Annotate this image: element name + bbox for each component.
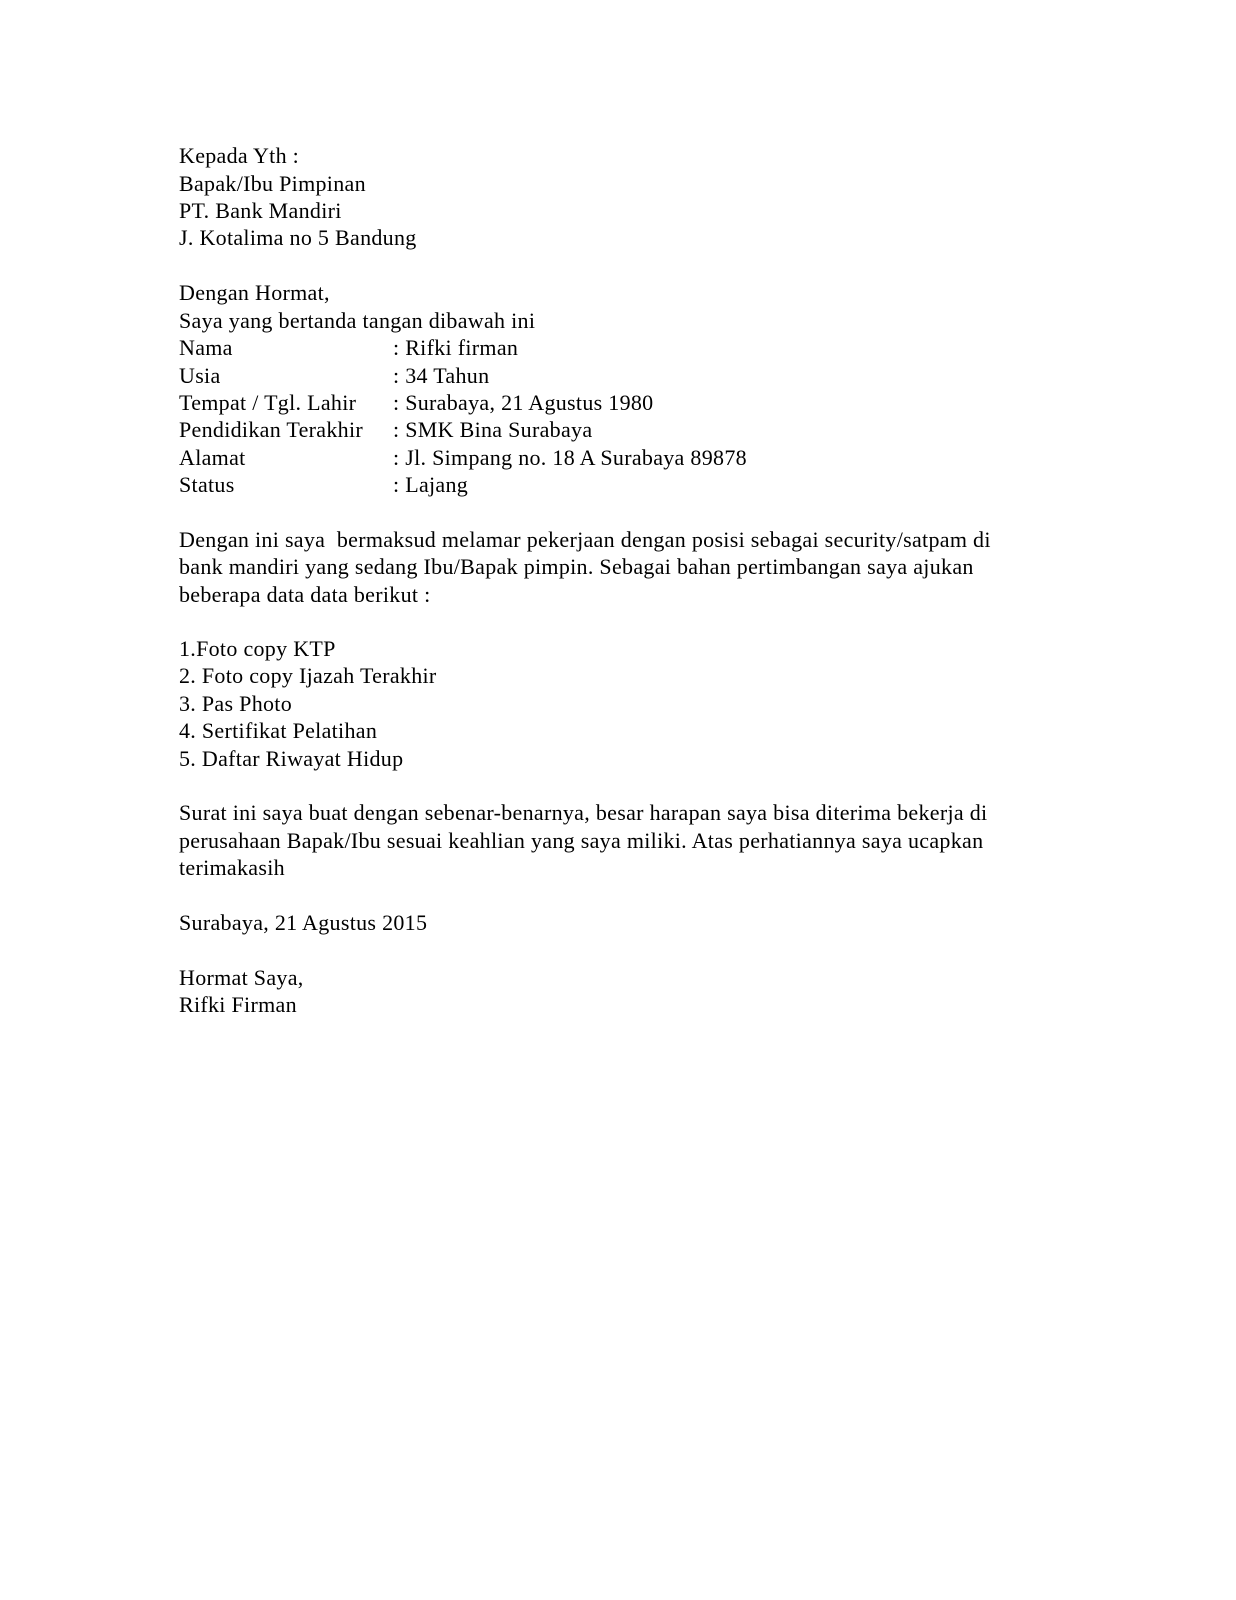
closing-line: terimakasih — [179, 855, 285, 880]
detail-label: Tempat / Tgl. Lahir — [179, 390, 357, 415]
detail-label: Alamat — [179, 445, 246, 470]
detail-label: Pendidikan Terakhir — [179, 417, 363, 442]
detail-value: : Jl. Simpang no. 18 A Surabaya 89878 — [393, 445, 747, 470]
detail-value: : Surabaya, 21 Agustus 1980 — [393, 390, 654, 415]
place-date: Surabaya, 21 Agustus 2015 — [179, 910, 428, 935]
detail-value: : Lajang — [393, 472, 469, 497]
list-item: 2. Foto copy Ijazah Terakhir — [179, 663, 437, 688]
recipient-line-2: PT. Bank Mandiri — [179, 198, 342, 223]
salutation: Dengan Hormat, — [179, 280, 330, 305]
detail-value: : SMK Bina Surabaya — [393, 417, 593, 442]
list-item: 4. Sertifikat Pelatihan — [179, 718, 378, 743]
body-line: Dengan ini saya bermaksud melamar pekerjaan dengan posisi sebagai security/satpam di — [179, 527, 991, 552]
body-line: beberapa data data berikut : — [179, 582, 431, 607]
signature-name: Rifki Firman — [179, 992, 297, 1017]
detail-label: Status — [179, 472, 235, 497]
recipient-line-1: Bapak/Ibu Pimpinan — [179, 171, 366, 196]
detail-value: : 34 Tahun — [393, 363, 490, 388]
recipient-line-3: J. Kotalima no 5 Bandung — [179, 225, 417, 250]
detail-label: Nama — [179, 335, 233, 360]
intro-line: Saya yang bertanda tangan dibawah ini — [179, 308, 536, 333]
body-line: bank mandiri yang sedang Ibu/Bapak pimpin. Sebagai bahan pertimbangan saya ajukan — [179, 554, 974, 579]
detail-label: Usia — [179, 363, 221, 388]
closing-line: Surat ini saya buat dengan sebenar-benarnya, besar harapan saya bisa diterima bekerja di — [179, 800, 988, 825]
recipient-greeting: Kepada Yth : — [179, 143, 300, 168]
detail-value: : Rifki firman — [393, 335, 519, 360]
signature-closing: Hormat Saya, — [179, 965, 304, 990]
list-item: 5. Daftar Riwayat Hidup — [179, 746, 404, 771]
list-item: 3. Pas Photo — [179, 691, 293, 716]
closing-line: perusahaan Bapak/Ibu sesuai keahlian yang saya miliki. Atas perhatiannya saya ucapkan — [179, 828, 984, 853]
list-item: 1.Foto copy KTP — [179, 636, 336, 661]
